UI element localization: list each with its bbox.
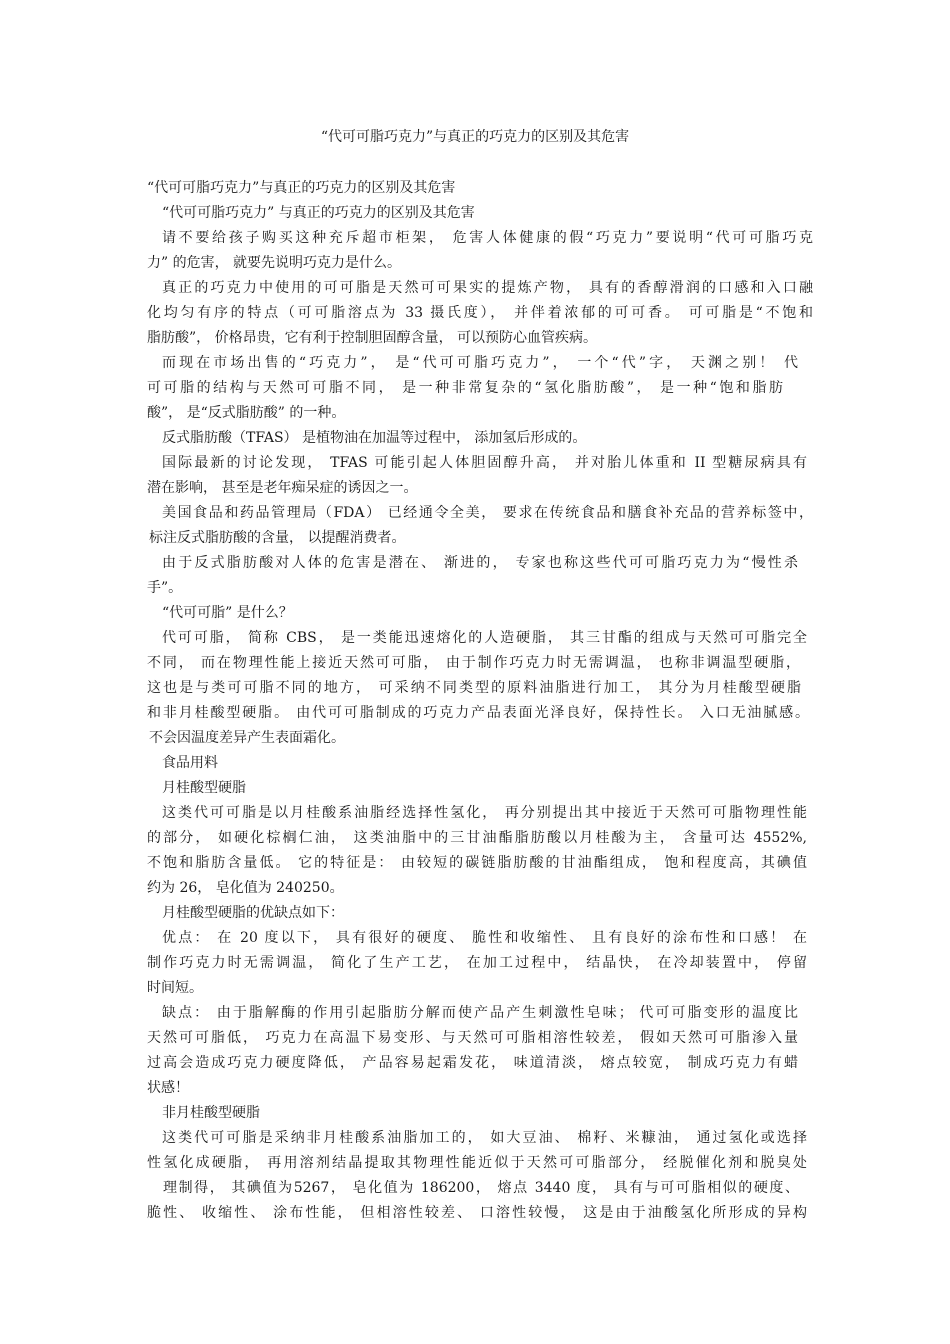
section-heading: 月桂酸型硬脂的优缺点如下： xyxy=(162,905,344,921)
text-line: 标注反式脂肪酸的含量， 以提醒消费者。 xyxy=(149,530,406,546)
text-line: 而现在市场出售的“巧克力”， 是“代可可脂巧克力”， 一个“代”字， 天渊之别！ 代 xyxy=(162,355,798,371)
text-line: 脂肪酸”， 价格昂贵，它有利于控制胆固醇含量， 可以预防心血管疾病。 xyxy=(147,330,598,346)
section-heading: 月桂酸型硬脂 xyxy=(162,780,246,796)
text-line: 由于反式脂肪酸对人体的危害是潜在、 渐进的， 专家也称这些代可可脂巧克力为“慢性杀 xyxy=(162,555,798,571)
text-line: 制作巧克力时无需调温， 简化了生产工艺， 在加工过程中， 结晶快， 在冷却装置中， 停留 xyxy=(147,955,807,971)
text-line: 这类代可可脂是采纳非月桂酸系油脂加工的， 如大豆油、 棉籽、米糠油， 通过氢化或选择 xyxy=(162,1130,807,1146)
text-line: 手”。 xyxy=(147,580,183,596)
text-line: 酸”， 是“反式脂肪酸” 的一种。 xyxy=(147,405,346,421)
text-line: 代可可脂， 简称 CBS， 是一类能迅速熔化的人造硬脂， 其三甘酯的组成与天然可可脂完全 xyxy=(162,630,807,646)
text-line: 缺点： 由于脂解酶的作用引起脂肪分解而使产品产生刺激性皂味； 代可可脂变形的温度比 xyxy=(162,1005,798,1021)
heading-line: “代可可脂巧克力”与真正的巧克力的区别及其危害 xyxy=(147,180,456,196)
text-line: 不同， 而在物理性能上接近天然可可脂， 由于制作巧克力时无需调温， 也称非调温型硬脂， xyxy=(147,655,800,671)
text-line: 过高会造成巧克力硬度降低， 产品容易起霜发花， 味道清淡， 熔点较宽， 制成巧克力有蜡 xyxy=(147,1055,798,1071)
text-line: 化均匀有序的特点（可可脂溶点为 33 摄氏度）， 并伴着浓郁的可可香。 可可脂是“不饱和 xyxy=(147,305,813,321)
text-line: 天然可可脂低， 巧克力在高温下易变形、与天然可可脂相溶性较差， 假如天然可可脂渗入量 xyxy=(147,1030,798,1046)
text-line: 脆性、 收缩性、 涂布性能， 但相溶性较差、 口溶性较慢， 这是由于油酸氢化所形成的异构 xyxy=(147,1205,807,1221)
text-line: 时间短。 xyxy=(147,980,203,996)
text-line: 不饱和脂肪含量低。 它的特征是： 由较短的碳链脂肪酸的甘油酯组成， 饱和程度高，其碘值 xyxy=(147,855,807,871)
text-line: 约为 26， 皂化值为 240250。 xyxy=(147,880,344,896)
text-line: 国际最新的讨论发现， TFAS 可能引起人体胆固醇升高， 并对胎儿体重和 II 型糖尿病具有 xyxy=(162,455,807,471)
text-line: 美国食品和药品管理局（FDA） 已经通令全美， 要求在传统食品和膳食补充品的营养标签中， xyxy=(162,505,813,521)
section-heading: “代可可脂” 是什么？ xyxy=(162,605,293,621)
text-line: 的部分， 如硬化棕榈仁油， 这类油脂中的三甘油酯脂肪酸以月桂酸为主， 含量可达 4552%, xyxy=(147,830,807,846)
text-line: 和非月桂酸型硬脂。 由代可可脂制成的巧克力产品表面光泽良好，保持性长。 入口无油腻感。 xyxy=(147,705,809,721)
subheading-line: “代可可脂巧克力” 与真正的巧克力的区别及其危害 xyxy=(162,205,475,221)
text-line: 不会因温度差异产生表面霜化。 xyxy=(149,730,345,746)
text-line: 理制得， 其碘值为5267， 皂化值为 186200， 熔点 3440 度， 具有与可可脂相似的硬度、 xyxy=(163,1180,799,1196)
document-title: “代可可脂巧克力”与真正的巧克力的区别及其危害 xyxy=(320,129,630,145)
text-line: 真正的巧克力中使用的可可脂是天然可可果实的提炼产物， 具有的香醇滑润的口感和入口融 xyxy=(162,280,813,296)
text-line: 力” 的危害， 就要先说明巧克力是什么。 xyxy=(147,255,402,271)
text-line: 优点： 在 20 度以下， 具有很好的硬度、 脆性和收缩性、 且有良好的涂布性和口感！ 在 xyxy=(162,930,807,946)
text-line: 状感！ xyxy=(147,1080,189,1096)
text-line: 这也是与类可可脂不同的地方， 可采纳不同类型的原料油脂进行加工， 其分为月桂酸型硬脂 xyxy=(147,680,801,696)
text-line: 请不要给孩子购买这种充斥超市柜架， 危害人体健康的假“巧克力”要说明“代可可脂巧克 xyxy=(162,230,813,246)
section-heading: 非月桂酸型硬脂 xyxy=(162,1105,260,1121)
section-heading: 食品用料 xyxy=(162,755,218,771)
text-line: 可可脂的结构与天然可可脂不同， 是一种非常复杂的“氢化脂肪酸”， 是一种“饱和脂肪 xyxy=(147,380,783,396)
text-line: 潜在影响， 甚至是老年痴呆症的诱因之一。 xyxy=(147,480,418,496)
text-line: 性氢化成硬脂， 再用溶剂结晶提取其物理性能近似于天然可可脂部分， 经脱催化剂和脱臭处 xyxy=(147,1155,807,1171)
text-line: 这类代可可脂是以月桂酸系油脂经选择性氢化， 再分别提出其中接近于天然可可脂物理性能 xyxy=(162,805,807,821)
text-line: 反式脂肪酸（TFAS） 是植物油在加温等过程中， 添加氢后形成的。 xyxy=(162,430,587,446)
